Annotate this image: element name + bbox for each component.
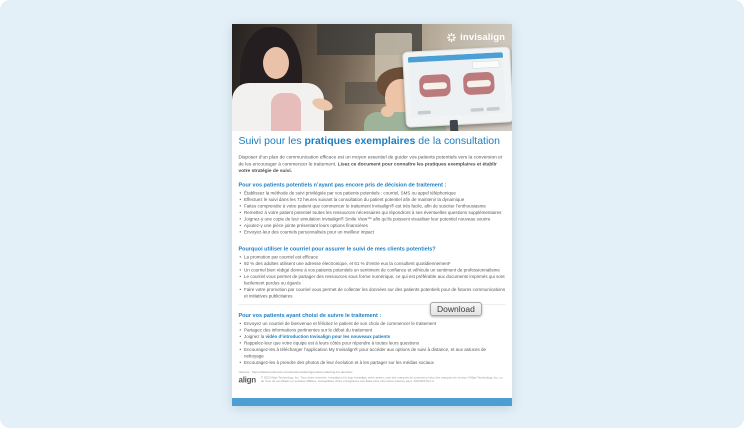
video-link[interactable]: vidéo d’introduction Invisalign pour les nouveaux patients xyxy=(265,333,391,339)
patient-hand xyxy=(381,106,394,117)
bullet-item: • Rappelez-leur que votre équipe est à leurs côtés pour répondre à toutes leurs questions xyxy=(239,340,506,347)
bullet-item: • Un courriel bien rédigé donne à vos patients potentiels un sentiment de confiance et véhicule un sentiment de professionnalisme xyxy=(239,267,506,274)
scanner-monitor xyxy=(402,46,512,128)
bullet-item: • Établissez la méthode de suivi privilégiée par vos patients potentiels : courriel, SMS ou appel téléphonique xyxy=(239,190,506,197)
document-footer xyxy=(232,376,512,384)
bullet-item: • 92 % des adultes utilisent une adresse électronique, et 61 % d’entre eux la consultent quotidiennement¹ xyxy=(239,260,506,267)
bullet-item: • Encouragez-les à prendre des photos de leur évolution et à les partager sur les médias sociaux xyxy=(239,359,506,366)
align-logo: align xyxy=(238,375,256,385)
screen-button xyxy=(487,107,500,111)
screen-panel xyxy=(472,60,499,68)
bullet-item: • Envoyez-leur des courriels personnalisés pour un meilleur impact xyxy=(239,229,506,236)
section xyxy=(239,312,506,366)
section-heading: Pourquoi utiliser le courriel pour assurer le suivi de mes clients potentiels? xyxy=(238,245,436,252)
bullet-item: • Joignez la vidéo d’introduction Invisalign pour les nouveaux patients xyxy=(239,333,506,340)
bullet-item: • Remettez à votre patient potentiel toutes les ressources nécessaires qui répondront à ses éventuelles questions supplémentaires xyxy=(239,209,506,216)
bullet-item: • Faites comprendre à votre patient que commencer le traitement Invisalign® est très facile, afin de susciter l’enthousiasme xyxy=(239,203,506,210)
dental-arch-image xyxy=(419,74,451,98)
bullet-item: • La promotion par courriel est efficace xyxy=(239,254,506,261)
document-page xyxy=(232,24,512,406)
monitor-stand xyxy=(450,120,459,131)
screen-button xyxy=(471,108,484,112)
section xyxy=(239,181,506,235)
footnote: ¹Source : https://deliveredsocial.com/dental-marketing/email-marketing-for-dentists/ xyxy=(238,370,353,374)
bullet-list xyxy=(239,320,506,366)
bullet-list xyxy=(239,254,506,300)
invisalign-starburst-icon xyxy=(447,33,457,43)
bullet-list xyxy=(239,190,506,236)
brand-name: invisalign xyxy=(460,32,505,43)
bullet-item: • Ajoutez-y une pièce jointe présentant leurs options financières xyxy=(239,222,506,229)
screen-button xyxy=(418,110,431,114)
section-heading: Pour vos patients potentiels n’ayant pas encore pris de décision de traitement : xyxy=(238,181,447,188)
clinician-face xyxy=(263,47,289,79)
bullet-item: • Envoyez un courriel de bienvenue et félicitez le patient de son choix de commencer le traitement xyxy=(239,320,506,327)
bullet-item: • Faire votre promotion par courriel vous permet de collecter les données sur des patients potentiels pour de futures communications et initiatives publicitaires xyxy=(239,286,506,299)
clinician-blouse xyxy=(271,93,301,131)
scanner-screen xyxy=(408,52,506,118)
section-heading: Pour vos patients ayant choisi de suivre le traitement : xyxy=(238,312,382,319)
bullet-item: • Joignez-y une copie de leur simulation Invisalign® Smile View™ afin qu’ils puissent visualiser leur potentiel nouveau sourire xyxy=(239,216,506,223)
invisalign-logo xyxy=(447,32,505,43)
download-button[interactable]: Download xyxy=(430,302,482,316)
intro-paragraph: Disposer d’un plan de communication efficace est un moyen essentiel de guider vos patients potentiels vers la conversion et de les encourager à commencer le traitement. Lisez ce document pour connaître les pratiques exemplaires et établir votre stratégie de suivi. xyxy=(238,154,503,174)
sections-container xyxy=(239,181,506,366)
hero-photo xyxy=(232,24,512,131)
bullet-item: • Encouragez-les à télécharger l’application My Invisalign® pour accéder aux options de suivi à distance, et aux astuces de nettoyage xyxy=(239,346,506,359)
section xyxy=(239,245,506,299)
bullet-item: • Effectuez le suivi dans les 72 heures suivant la consultation du patient potentiel afin de maintenir la dynamique xyxy=(239,196,506,203)
dental-arch-image xyxy=(463,72,495,96)
bullet-item: • Le courriel vous permet de partager des ressources sous forme numérique, ce qui est préférable aux documents imprimés qui sont facilement perdus ou égarés xyxy=(239,273,506,286)
bottom-accent-bar xyxy=(232,398,512,406)
bullet-item: • Partagez des informations pertinentes sur le début du traitement xyxy=(239,327,506,334)
legal-text: © 2023 Align Technology, Inc. Tous droits réservés. Invisalign et le logo Invisalign, entre autres, sont des marques de commerce et/ou des marques de service d’Align Technology, Inc. ou de l’une de ses filiales ou sociétés affiliées, susceptibles d’être enregistrées aux États-Unis et/ou dans d’autres pays. A004463 Rev A xyxy=(260,376,503,384)
page-title: Suivi pour les pratiques exemplaires de la consultation xyxy=(238,135,500,147)
